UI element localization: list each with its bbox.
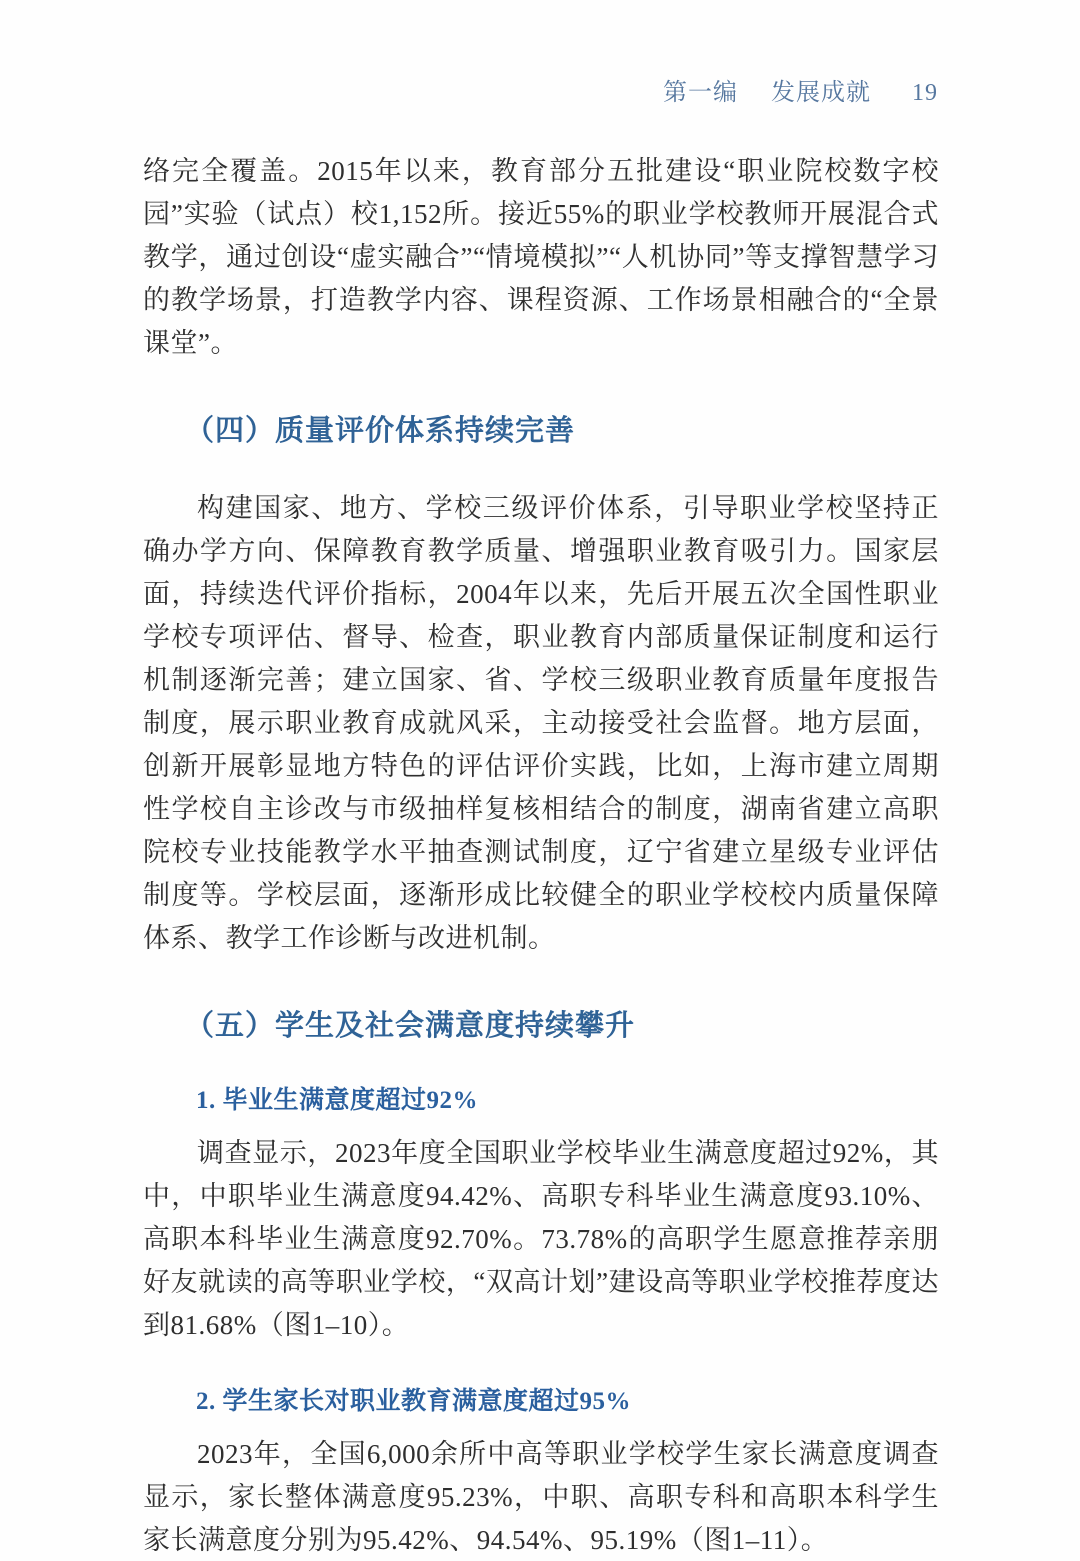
header-section-title: 发展成就 (771, 80, 871, 106)
subsection-heading-1: 1. 毕业生满意度超过92% (196, 1087, 479, 1114)
page-content (143, 150, 939, 1561)
header-section-label: 第一编 (663, 80, 738, 106)
subsection2-paragraph: 2023年，全国6,000余所中高等职业学校学生家长满意度调查显示，家长整体满意度95.23%，中职、高职专科和高职本科学生家长满意度分别为95.42%、94.54%、95.19%（图1–11）。 (143, 1439, 939, 1555)
continuation-paragraph: 络完全覆盖。2015年以来，教育部分五批建设“职业院校数字校园”实验（试点）校1,152所。接近55%的职业学校教师开展混合式教学，通过创设“虚实融合”“情境模拟”“人机协同”等支撑智慧学习的教学场景，打造教学内容、课程资源、工作场景相融合的“全景课堂”。 (143, 156, 939, 358)
running-header (663, 72, 938, 107)
section4-paragraph: 构建国家、地方、学校三级评价体系，引导职业学校坚持正确办学方向、保障教育教学质量、增强职业教育吸引力。国家层面，持续迭代评价指标，2004年以来，先后开展五次全国性职业学校专项评估、督导、检查，职业教育内部质量保证制度和运行机制逐渐完善；建立国家、省、学校三级职业教育质量年度报告制度，展示职业教育成就风采，主动接受社会监督。地方层面，创新开展彰显地方特色的评估评价实践，比如，上海市建立周期性学校自主诊改与市级抽样复核相结合的制度，湖南省建立高职院校专业技能教学水平抽查测试制度，辽宁省建立星级专业评估制度等。学校层面，逐渐形成比较健全的职业学校校内质量保障体系、教学工作诊断与改进机制。 (143, 493, 939, 953)
page-number: 19 (912, 80, 938, 106)
subsection-heading-2: 2. 学生家长对职业教育满意度超过95% (196, 1388, 632, 1415)
section-heading-4: （四）质量评价体系持续完善 (185, 415, 576, 447)
subsection1-paragraph: 调查显示，2023年度全国职业学校毕业生满意度超过92%，其中，中职毕业生满意度94.42%、高职专科毕业生满意度93.10%、高职本科毕业生满意度92.70%。73.78%的高职学生愿意推荐亲朋好友就读的高等职业学校，“双高计划”建设高等职业学校推荐度达到81.68%（图1–10）。 (143, 1138, 939, 1340)
section-heading-5: （五）学生及社会满意度持续攀升 (185, 1010, 636, 1042)
